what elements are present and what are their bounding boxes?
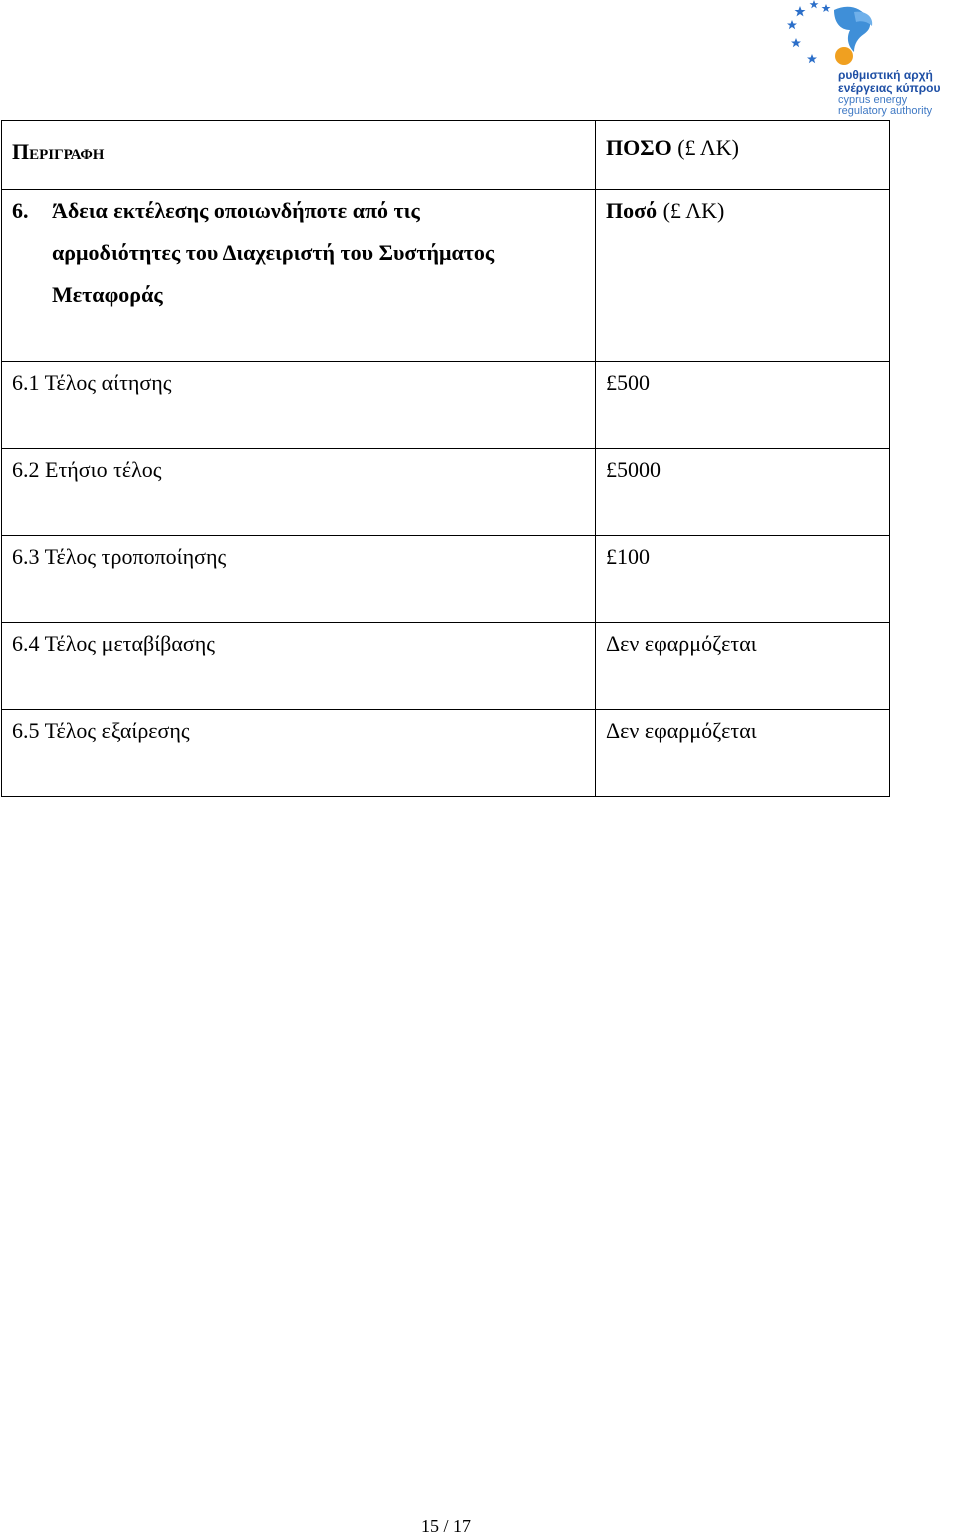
cera-logo [784, 0, 960, 120]
fee-description: 6.5 Τέλος εξαίρεσης [2, 710, 596, 797]
logo-greek-line1: ρυθμιστική αρχή [838, 68, 933, 82]
logo-greek-line2: ενέργειας κύπρου [838, 81, 941, 95]
section-amount-cell [596, 190, 890, 362]
table-row [2, 449, 890, 536]
fee-amount: £100 [596, 536, 890, 623]
header-amount-unit: (£ ΛΚ) [677, 135, 740, 160]
table-row [2, 536, 890, 623]
fee-amount: £500 [596, 362, 890, 449]
section-title-cell [2, 190, 596, 362]
logo-english-line1: cyprus energy [838, 94, 908, 106]
section-amount-label: Ποσό [606, 198, 658, 223]
fees-table [1, 120, 890, 797]
table-row [2, 362, 890, 449]
section-title-line2: αρμοδιότητες του Διαχειριστή του Συστήματος [52, 240, 495, 265]
logo-english-line2: regulatory authority [838, 105, 933, 117]
fee-description: 6.4 Τέλος μεταβίβασης [2, 623, 596, 710]
header-amount-label: ΠΟΣΟ [606, 135, 672, 160]
table-row [2, 623, 890, 710]
section-title-line3: Μεταφοράς [52, 282, 163, 307]
fee-amount: Δεν εφαρμόζεται [596, 710, 890, 797]
header-description: Περιγραφη [12, 139, 105, 164]
fee-description: 6.3 Τέλος τροποποίησης [2, 536, 596, 623]
section-title [52, 190, 494, 316]
page-number: 15 / 17 [420, 1516, 471, 1536]
header-description-cell [2, 121, 596, 190]
logo-emblem-icon [784, 0, 960, 70]
fee-amount: Δεν εφαρμόζεται [596, 623, 890, 710]
header-amount-cell [596, 121, 890, 190]
section-title-line1: Άδεια εκτέλεσης οποιωνδήποτε από τις [52, 198, 420, 223]
fee-description: 6.1 Τέλος αίτησης [2, 362, 596, 449]
section-amount-unit: (£ ΛΚ) [662, 198, 725, 223]
section-number: 6. [12, 198, 29, 223]
fee-amount: £5000 [596, 449, 890, 536]
section-title-row [2, 190, 890, 362]
table-header-row [2, 121, 890, 190]
fee-description: 6.2 Ετήσιο τέλος [2, 449, 596, 536]
table-row [2, 710, 890, 797]
